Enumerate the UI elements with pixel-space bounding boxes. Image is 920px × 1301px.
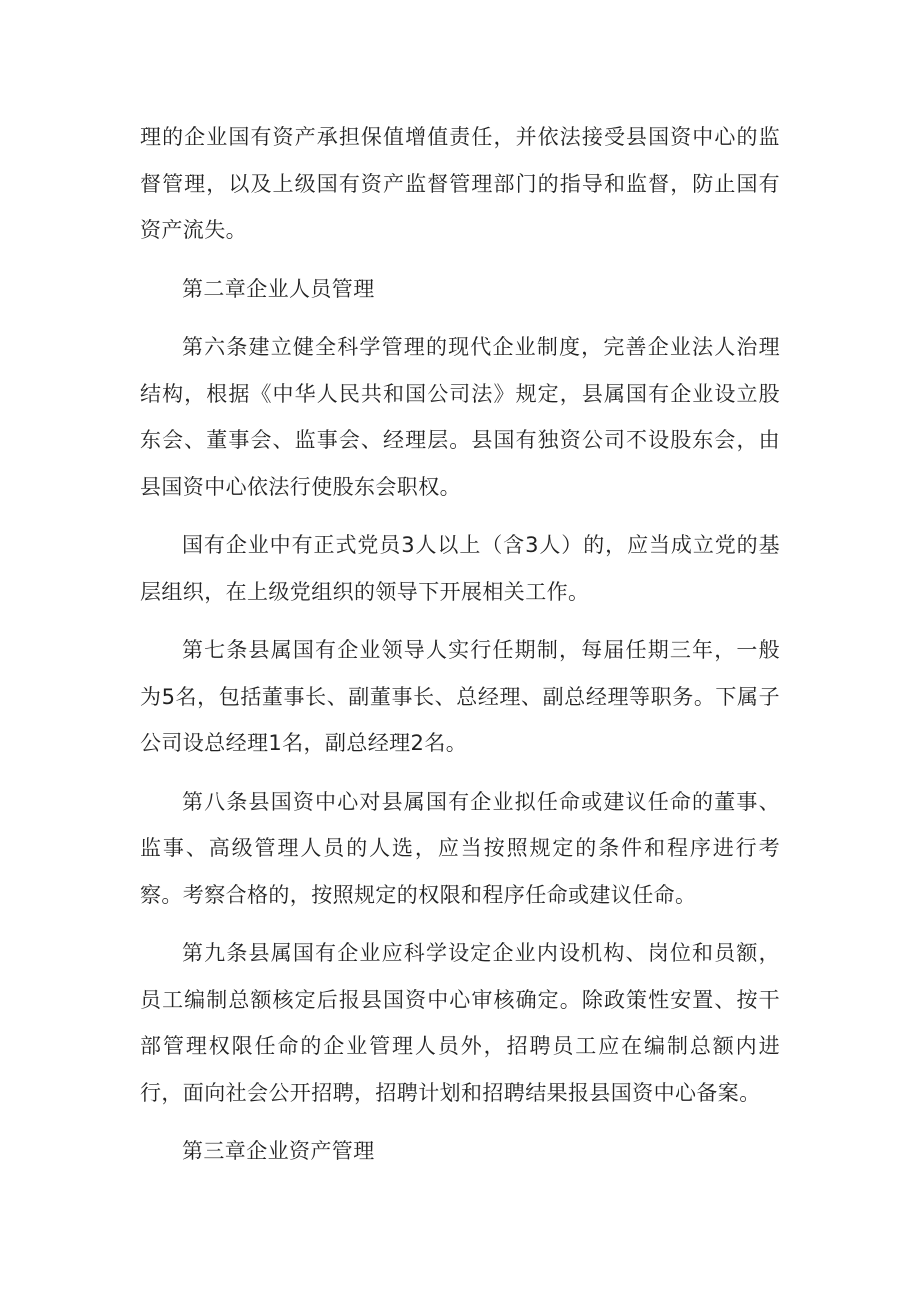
chapter-heading-2: 第二章企业人员管理 bbox=[182, 276, 375, 301]
paragraph-continued: 理的企业国有资产承担保值增值责任，并依法接受县国资中心的监督管理，以及上级国有资产监督管理部门的指导和监督，防止国有资产流失。 bbox=[140, 125, 780, 242]
article-9: 第九条县属国有企业应科学设定企业内设机构、岗位和员额，员工编制总额核定后报县国资中心审核确定。除政策性安置、按干部管理权限任命的企业管理人员外，招聘员工应在编制总额内进行，面向社会公开招聘，招聘计划和招聘结果报县国资中心备案。 bbox=[140, 941, 780, 1105]
party-organization-paragraph: 国有企业中有正式党员3人以上（含3人）的，应当成立党的基层组织，在上级党组织的领导下开展相关工作。 bbox=[140, 533, 780, 604]
article-8: 第八条县国资中心对县属国有企业拟任命或建议任命的董事、监事、高级管理人员的人选，应当按照规定的条件和程序进行考察。考察合格的，按照规定的权限和程序任命或建议任命。 bbox=[140, 789, 780, 907]
document-body bbox=[140, 114, 780, 1187]
article-6: 第六条建立健全科学管理的现代企业制度，完善企业法人治理结构，根据《中华人民共和国公司法》规定，县属国有企业设立股东会、董事会、监事会、经理层。县国有独资公司不设股东会，由县国资中心依法行使股东会职权。 bbox=[140, 335, 780, 499]
chapter-heading-3: 第三章企业资产管理 bbox=[182, 1139, 375, 1163]
article-7: 第七条县属国有企业领导人实行任期制，每届任期三年，一般为5名，包括董事长、副董事长、总经理、副总经理等职务。下属子公司设总经理1名，副总经理2名。 bbox=[140, 638, 780, 755]
